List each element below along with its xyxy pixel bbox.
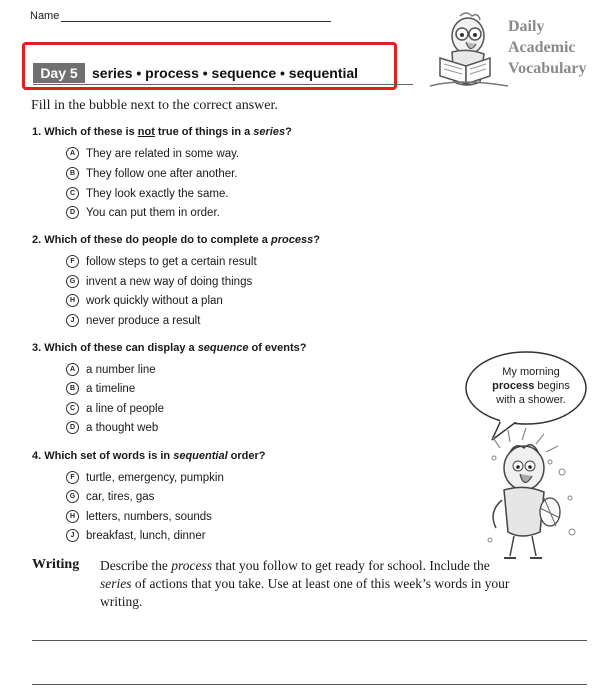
- answer-bubble[interactable]: C: [66, 187, 79, 200]
- answer-text: a number line: [86, 363, 156, 376]
- vocab-term: process: [271, 234, 314, 246]
- name-row: [30, 10, 331, 22]
- question-2: [32, 234, 320, 246]
- question-text: of events?: [248, 342, 307, 354]
- answer-option[interactable]: [66, 382, 135, 395]
- brand-line: Vocabulary: [508, 60, 587, 77]
- answer-bubble[interactable]: F: [66, 255, 79, 268]
- speech-line: [478, 379, 584, 393]
- answer-bubble[interactable]: J: [66, 314, 79, 327]
- answer-option[interactable]: [66, 490, 154, 503]
- speech-line: My morning: [502, 366, 560, 378]
- parrot-reading-illustration: [420, 8, 510, 90]
- answer-bubble[interactable]: J: [66, 529, 79, 542]
- vocab-term: sequence: [197, 342, 249, 354]
- answer-option[interactable]: [66, 421, 158, 434]
- answer-option[interactable]: [66, 167, 238, 180]
- question-text: ?: [285, 126, 292, 138]
- answer-text: a timeline: [86, 382, 136, 395]
- name-label: Name: [30, 10, 60, 22]
- question-number: 4.: [32, 450, 42, 462]
- answer-text: They look exactly the same.: [86, 187, 229, 200]
- answer-option[interactable]: [66, 275, 252, 288]
- writing-text: of actions that you take. Use at least one of this week’s words in your writing.: [100, 576, 510, 609]
- answer-option[interactable]: [66, 255, 257, 268]
- answer-bubble[interactable]: D: [66, 206, 79, 219]
- vocab-term: series: [100, 576, 132, 591]
- speech-line: with a shower.: [496, 394, 566, 406]
- answer-text: a line of people: [86, 402, 165, 415]
- writing-line[interactable]: [32, 684, 587, 685]
- speech-bubble-text: [478, 365, 584, 407]
- question-text: Which of these do people do to complete a: [44, 234, 271, 246]
- answer-option[interactable]: [66, 529, 206, 542]
- answer-text: work quickly without a plan: [86, 294, 223, 307]
- answer-option[interactable]: [66, 147, 239, 160]
- speech-vocab-word: process: [492, 380, 535, 392]
- answer-bubble[interactable]: G: [66, 490, 79, 503]
- answer-option[interactable]: [66, 294, 223, 307]
- writing-text: that you follow to get ready for school. Include the: [211, 558, 490, 573]
- answer-option[interactable]: [66, 187, 229, 200]
- answer-bubble[interactable]: A: [66, 363, 79, 376]
- header-rule: [33, 84, 413, 85]
- question-text: Which of these can display a: [44, 342, 198, 354]
- writing-label: Writing: [32, 557, 80, 572]
- question-number: 1.: [32, 126, 42, 138]
- brand-title: [508, 16, 587, 79]
- writing-prompt: [100, 557, 520, 611]
- answer-text: You can put them in order.: [86, 206, 220, 219]
- answer-bubble[interactable]: H: [66, 510, 79, 523]
- vocab-term: series: [253, 126, 286, 138]
- question-number: 2.: [32, 234, 42, 246]
- answer-option[interactable]: [66, 471, 224, 484]
- day-badge: Day 5: [33, 63, 85, 83]
- answer-option[interactable]: [66, 314, 200, 327]
- question-emphasis: not: [137, 126, 155, 138]
- vocabulary-words: series • process • sequence • sequential: [92, 65, 359, 81]
- answer-bubble[interactable]: F: [66, 471, 79, 484]
- answer-text: letters, numbers, sounds: [86, 510, 212, 523]
- question-text: ?: [313, 234, 320, 246]
- name-line[interactable]: [61, 11, 331, 22]
- answer-text: a thought web: [86, 421, 159, 434]
- question-1: [32, 126, 292, 138]
- answer-bubble[interactable]: B: [66, 382, 79, 395]
- question-text: order?: [227, 450, 266, 462]
- question-text: Which of these is: [44, 126, 138, 138]
- brand-line: Daily: [508, 18, 545, 35]
- question-3: [32, 342, 307, 354]
- answer-text: They are related in some way.: [86, 147, 240, 160]
- answer-option[interactable]: [66, 206, 220, 219]
- writing-line[interactable]: [32, 640, 587, 641]
- answer-option[interactable]: [66, 510, 212, 523]
- answer-text: follow steps to get a certain result: [86, 255, 257, 268]
- answer-bubble[interactable]: A: [66, 147, 79, 160]
- vocab-term: process: [171, 558, 212, 573]
- instructions: Fill in the bubble next to the correct answer.: [31, 98, 278, 113]
- question-text: Which set of words is in: [44, 450, 174, 462]
- answer-text: breakfast, lunch, dinner: [86, 529, 206, 542]
- answer-text: invent a new way of doing things: [86, 275, 253, 288]
- brand-line: Academic: [508, 39, 576, 56]
- answer-bubble[interactable]: G: [66, 275, 79, 288]
- question-number: 3.: [32, 342, 42, 354]
- question-text: true of things in a: [154, 126, 254, 138]
- question-4: [32, 450, 266, 462]
- writing-text: Describe the: [100, 558, 172, 573]
- answer-bubble[interactable]: H: [66, 294, 79, 307]
- answer-text: car, tires, gas: [86, 490, 155, 503]
- speech-line-rest: begins: [534, 380, 570, 392]
- answer-bubble[interactable]: B: [66, 167, 79, 180]
- answer-text: never produce a result: [86, 314, 201, 327]
- parrot-shower-illustration: [480, 428, 590, 568]
- answer-text: They follow one after another.: [86, 167, 238, 180]
- answer-bubble[interactable]: C: [66, 402, 79, 415]
- answer-option[interactable]: [66, 363, 156, 376]
- answer-option[interactable]: [66, 402, 164, 415]
- vocab-term: sequential: [173, 450, 228, 462]
- answer-text: turtle, emergency, pumpkin: [86, 471, 224, 484]
- answer-bubble[interactable]: D: [66, 421, 79, 434]
